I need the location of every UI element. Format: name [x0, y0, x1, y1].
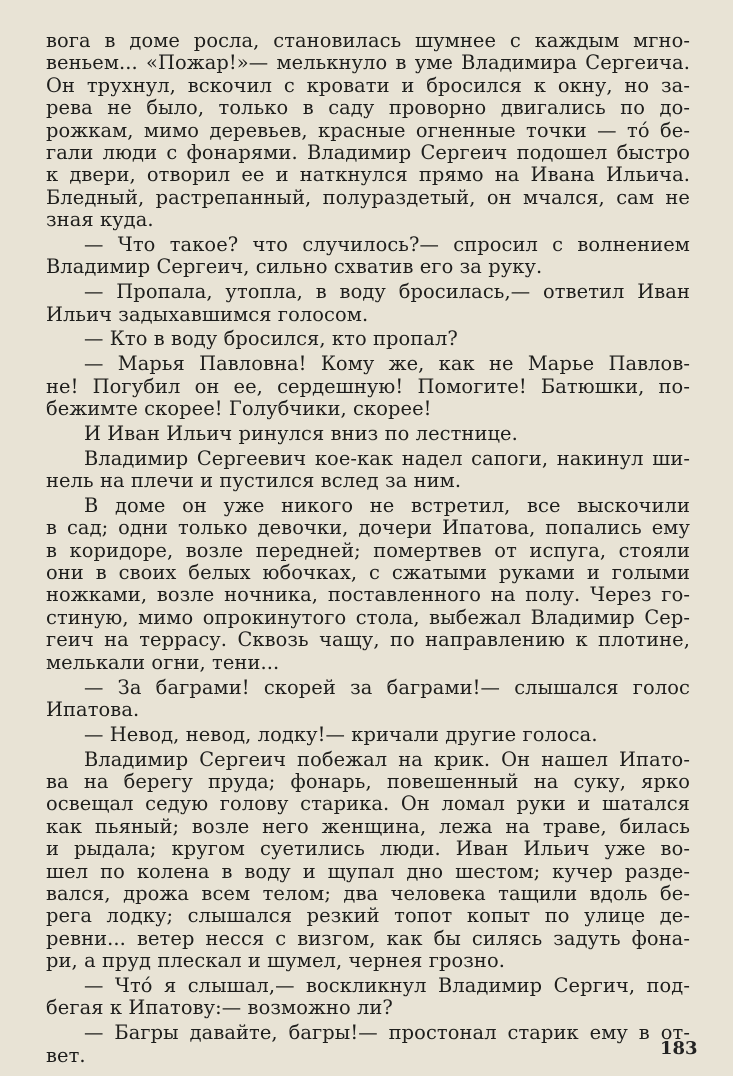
text-line: в сад; одни только девочки, дочери Ипатова, попались ему: [46, 516, 690, 540]
text-line: вался, дрожа всем телом; два человека тащили вдоль бе-: [46, 881, 690, 905]
paragraph: [46, 353, 690, 420]
text-line: и рыдала; кругом суетились люди. Иван Ильич уже во-: [46, 837, 690, 861]
page-number: 183: [660, 1038, 698, 1059]
paragraph: [46, 1022, 690, 1067]
text-line: шел по колена в воду и щупал дно шестом; кучер разде-: [46, 859, 690, 883]
text-line: ва на берегу пруда; фонарь, повешенный на суку, ярко: [46, 769, 690, 793]
text-line: не! Погубил он ее, сердешную! Помогите! Батюшки, по-: [46, 374, 690, 398]
text-line: вога в доме росла, становилась шумнее с каждым мгно-: [46, 29, 690, 52]
text-line: вет.: [46, 1043, 86, 1067]
text-line: мелькали огни, тени...: [46, 650, 280, 674]
text-line: бегая к Ипатову:— возможно ли?: [46, 996, 393, 1020]
text-line: как пьяный; возле него женщина, лежа на траве, билась: [46, 814, 690, 838]
text-line: веньем... «Пожар!»— мелькнуло в уме Владимира Сергеича.: [46, 51, 690, 75]
text-line: В доме он уже никого не встретил, все выскочили: [84, 493, 690, 517]
paragraph: [46, 30, 690, 232]
text-line: гали люди с фонарями. Владимир Сергеич подошел быстро: [46, 141, 690, 165]
paragraph: [46, 328, 690, 350]
text-line: рева не было, только в саду проворно двигались по до-: [46, 96, 690, 120]
text-line: Бледный, растрепанный, полураздетый, он мчался, сам не: [46, 185, 690, 209]
text-line: освещал седую голову старика. Он ломал руки и шатался: [46, 792, 690, 816]
text-line: Ипатова.: [46, 697, 140, 721]
paragraph: [46, 448, 690, 493]
text-line: — Марья Павловна! Кому же, как не Марье Павлов-: [84, 352, 690, 376]
text-line: нель на плечи и пустился вслед за ним.: [46, 469, 462, 493]
text-line: — За баграми! скорей за баграми!— слышался голос: [84, 675, 690, 699]
text-line: ножками, возле ночника, поставленного на полу. Через го-: [46, 583, 690, 607]
paragraph: [46, 724, 690, 746]
text-line: — Что́ я слышал,— воскликнул Владимир Сергич, под-: [84, 973, 690, 997]
text-line: — Кто в воду бросился, кто пропал?: [84, 327, 458, 351]
text-line: — Что такое? что случилось?— спросил с волнением: [84, 233, 690, 257]
text-line: Владимир Сергеич, сильно схватив его за руку.: [46, 255, 543, 279]
text-line: геич на террасу. Сквозь чащу, по направлению к плотине,: [46, 628, 690, 652]
text-line: Владимир Сергеевич кое-как надел сапоги, накинул ши-: [84, 446, 690, 470]
text-line: ревни... ветер несся с визгом, как бы силясь задуть фона-: [46, 926, 690, 950]
paragraph: [46, 281, 690, 326]
text-line: Он трухнул, вскочил с кровати и бросился к окну, но за-: [46, 73, 690, 97]
text-line: Ильич задыхавшимся голосом.: [46, 302, 369, 326]
text-line: — Невод, невод, лодку!— кричали другие голоса.: [84, 722, 598, 746]
text-line: они в своих белых юбочках, с сжатыми руками и голыми: [46, 561, 690, 585]
paragraph: [46, 495, 690, 674]
text-line: стиную, мимо опрокинутого стола, выбежал Владимир Сер-: [46, 605, 690, 629]
text-line: бежимте скорее! Голубчики, скорее!: [46, 397, 432, 421]
text-line: И Иван Ильич ринулся вниз по лестнице.: [84, 421, 518, 445]
text-line: — Багры давайте, багры!— простонал старик ему в от-: [84, 1021, 690, 1045]
paragraph: [46, 234, 690, 279]
text-line: к двери, отворил ее и наткнулся прямо на Ивана Ильича.: [46, 163, 690, 187]
paragraph: [46, 677, 690, 722]
text-line: ри, а пруд плескал и шумел, чернея грозно.: [46, 949, 505, 973]
paragraph: [46, 975, 690, 1020]
text-line: зная куда.: [46, 208, 154, 232]
text-line: — Пропала, утопла, в воду бросилась,— ответил Иван: [84, 280, 690, 304]
text-line: в коридоре, возле передней; помертвев от испуга, стояли: [46, 538, 690, 562]
text-line: рега лодку; слышался резкий топот копыт по улице де-: [46, 904, 690, 928]
paragraph: [46, 423, 690, 445]
paragraph: [46, 749, 690, 973]
text-line: Владимир Сергеич побежал на крик. Он нашел Ипато-: [84, 747, 690, 771]
page-text: [46, 30, 690, 1069]
text-line: рожкам, мимо деревьев, красные огненные точки — то́ бе-: [46, 118, 690, 142]
